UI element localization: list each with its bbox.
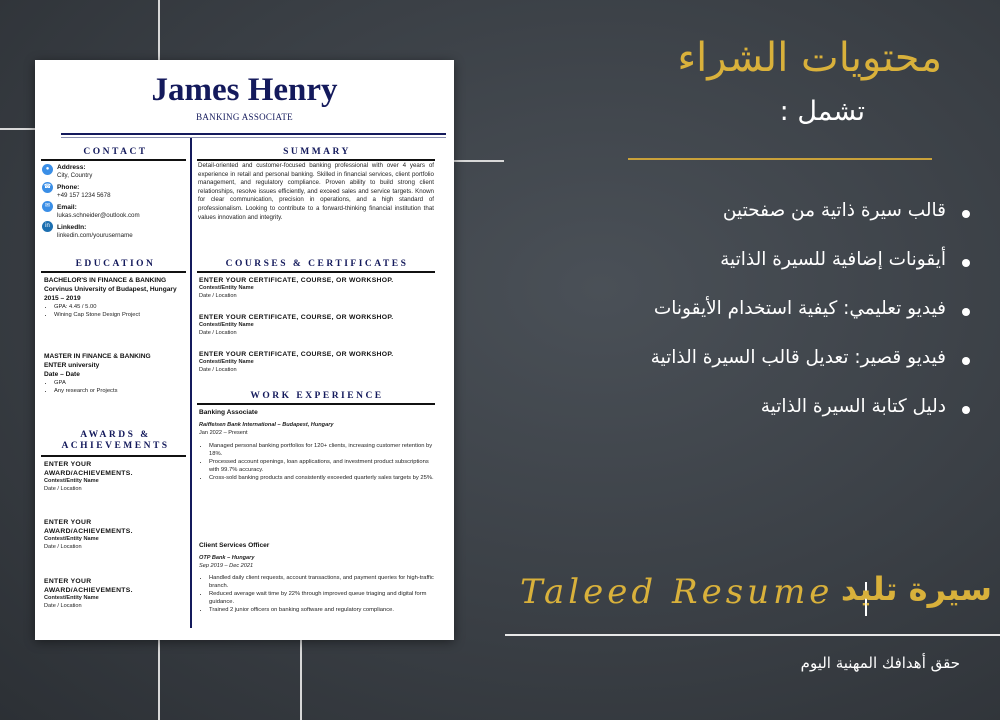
list-item-text: دليل كتابة السيرة الذاتية (760, 396, 946, 417)
divider (61, 133, 446, 135)
list-item (550, 298, 970, 347)
job-bullet: • Handled daily client requests, account transactions, and payment queries for high-traffic branch. (209, 574, 435, 590)
phone-icon: ☎ (42, 182, 53, 193)
education-bullet: • Wining Cap Stone Design Project (54, 311, 188, 319)
job-role: Client Services Officer (199, 542, 270, 549)
job-bullet: • Trained 2 junior officers on banking software and regulatory compliance. (209, 606, 435, 614)
address-label: Address: (57, 164, 86, 171)
divider (505, 634, 1000, 636)
award-title: ENTER YOUR (44, 461, 92, 468)
resume-name: James Henry (151, 72, 338, 108)
awards-heading (43, 430, 188, 452)
list-item-text: فيديو قصير: تعديل قالب السيرة الذاتية (650, 347, 946, 368)
course-title: ENTER YOUR CERTIFICATE, COURSE, OR WORKSHOP. (199, 351, 394, 358)
resume-preview (35, 60, 454, 640)
bullet-icon (962, 357, 970, 365)
phone-label: Phone: (57, 184, 80, 191)
course-entity: Contest/Entity Name (199, 359, 254, 365)
course-meta: Date / Location (199, 329, 237, 336)
education-school: Corvinus University of Budapest, Hungary (44, 286, 177, 293)
list-item (550, 200, 970, 249)
promo-title: محتويات الشراء (677, 35, 942, 81)
job-company: OTP Bank – Hungary (199, 555, 255, 561)
background-line (0, 128, 35, 130)
award-entity: Contest/Entity Name (44, 536, 99, 542)
divider (41, 159, 186, 161)
award-meta: Date / Location (44, 543, 82, 550)
education-bullet: • GPA (54, 379, 188, 387)
list-item (550, 396, 970, 445)
gold-divider (628, 158, 932, 160)
course-entity: Contest/Entity Name (199, 322, 254, 328)
location-icon: ● (42, 164, 53, 175)
phone-value: +49 157 1234 5678 (57, 192, 111, 199)
work-heading: WORK EXPERIENCE (250, 391, 384, 401)
award-title: AWARD/ACHIEVEMENTS. (44, 528, 133, 535)
job-role: Banking Associate (199, 409, 258, 416)
job-dates: Jan 2022 – Present (199, 429, 248, 436)
divider (197, 159, 435, 161)
brand-latin-logo: Taleed Resume (520, 572, 834, 612)
brand-arabic-logo: سيرة تليد (840, 570, 992, 608)
education-bullet: • GPA: 4.45 / 5.00 (54, 303, 188, 311)
award-title: ENTER YOUR (44, 578, 92, 585)
award-meta: Date / Location (44, 602, 82, 609)
award-title: AWARD/ACHIEVEMENTS. (44, 587, 133, 594)
education-bullet: • Any research or Projects (54, 387, 188, 395)
award-meta: Date / Location (44, 485, 82, 492)
background-line (300, 640, 302, 720)
awards-heading-line: ACHIEVEMENTS (61, 441, 170, 451)
award-title: ENTER YOUR (44, 519, 92, 526)
linkedin-value: linkedin.com/yourusername (57, 232, 133, 239)
divider (61, 137, 446, 138)
email-label: Email: (57, 204, 77, 211)
award-entity: Contest/Entity Name (44, 595, 99, 601)
linkedin-label: LinkedIn: (57, 224, 87, 231)
summary-heading: SUMMARY (283, 147, 351, 157)
bullet-icon (962, 308, 970, 316)
linkedin-icon: in (42, 221, 53, 232)
job-dates: Sep 2019 – Dec 2021 (199, 562, 254, 569)
bullet-icon (962, 259, 970, 267)
course-meta: Date / Location (199, 292, 237, 299)
course-meta: Date / Location (199, 366, 237, 373)
education-degree: MASTER IN FINANCE & BANKING (44, 353, 151, 360)
summary-text: Detail-oriented and customer-focused banking professional with over 4 years of experience in retail and personal banking. Skilled in financial services, client portfolio management, and regulatory compliance. Proven ability to build strong client relationships, resolve issues efficiently, and exceed sales and service targets. Known for clear communication, precision in operations, and a high standard of professionalism. Looking to contribute to a forward-thinking financial institution that values innovation and integrity. (198, 162, 434, 221)
job-bullet: • Cross-sold banking products and consistently exceeded quarterly sales targets by 25%. (209, 474, 435, 482)
education-degree: BACHELOR'S IN FINANCE & BANKING (44, 277, 167, 284)
list-item-text: قالب سيرة ذاتية من صفحتين (722, 200, 946, 221)
education-school: ENTER university (44, 362, 100, 369)
bullet-icon (962, 210, 970, 218)
list-item-text: فيديو تعليمي: كيفية استخدام الأيقونات (653, 298, 946, 319)
list-item (550, 249, 970, 298)
divider (197, 403, 435, 405)
course-title: ENTER YOUR CERTIFICATE, COURSE, OR WORKSHOP. (199, 277, 394, 284)
course-title: ENTER YOUR CERTIFICATE, COURSE, OR WORKSHOP. (199, 314, 394, 321)
divider (197, 271, 435, 273)
bullet-icon (962, 406, 970, 414)
education-heading: EDUCATION (75, 259, 156, 269)
education-dates: 2015 – 2019 (44, 295, 81, 302)
email-icon: ✉ (42, 201, 53, 212)
contact-heading: CONTACT (83, 147, 148, 157)
job-bullet: • Managed personal banking portfolios for 120+ clients, increasing customer retention by 18%. (209, 442, 435, 458)
list-item-text: أيقونات إضافية للسيرة الذاتية (720, 249, 946, 270)
email-value: lukas.schneider@outlook.com (57, 212, 140, 219)
course-entity: Contest/Entity Name (199, 285, 254, 291)
address-value: City, Country (57, 172, 93, 179)
column-divider (190, 138, 192, 628)
background-line (158, 0, 160, 60)
resume-role: BANKING ASSOCIATE (196, 112, 293, 122)
promo-bullet-list (550, 200, 970, 445)
divider (41, 455, 186, 457)
job-bullet: • Reduced average wait time by 22% through improved queue triaging and digital form guidance. (209, 590, 435, 606)
list-item (550, 347, 970, 396)
job-bullet: • Processed account openings, loan applications, and investment product subscriptions with 99.7% accuracy. (209, 458, 435, 474)
background-line (454, 160, 504, 162)
promo-subtitle: تشمل : (779, 96, 865, 127)
tagline: حقق أهدافك المهنية اليوم (800, 654, 960, 672)
award-title: AWARD/ACHIEVEMENTS. (44, 470, 133, 477)
awards-heading-line: AWARDS & (80, 430, 151, 440)
education-dates: Date – Date (44, 371, 80, 378)
divider (41, 271, 186, 273)
background-line (158, 640, 160, 720)
award-entity: Contest/Entity Name (44, 478, 99, 484)
courses-heading: COURSES & CERTIFICATES (225, 259, 409, 269)
job-company: Raiffeisen Bank International – Budapest, Hungary (199, 422, 334, 428)
